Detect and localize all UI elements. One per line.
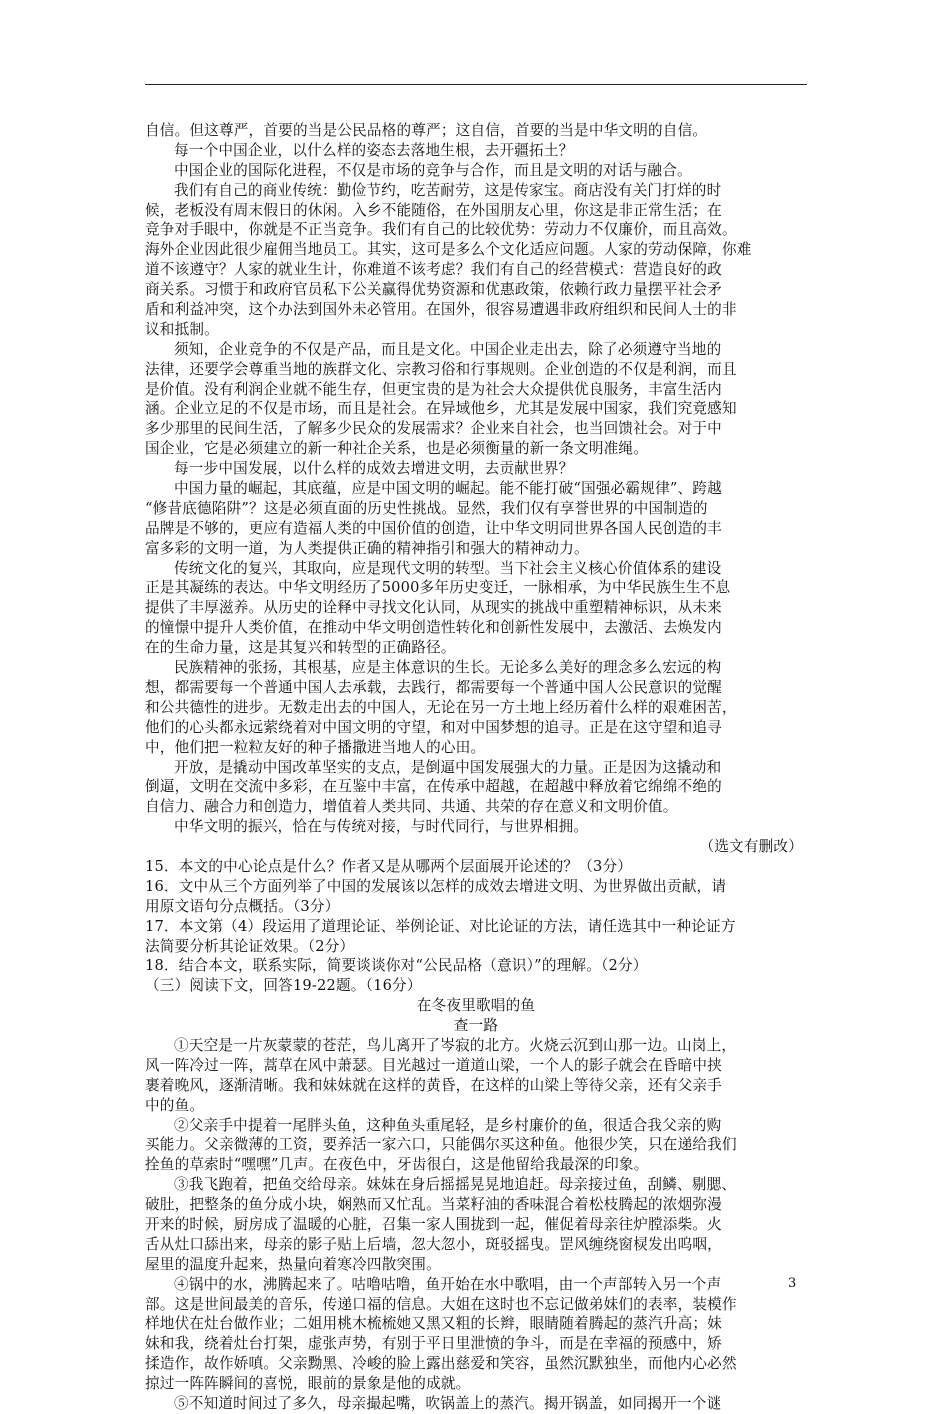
- text-line: 正是其凝练的表达。中华文明经历了5000多年历史变迁，一脉相承，为中华民族生生不息: [145, 579, 731, 597]
- text-line: 17．本文第（4）段运用了道理论证、举例论证、对比论证的方法，请任选其中一种论证方: [145, 917, 736, 935]
- text-line: （选文有删改）: [699, 838, 803, 856]
- text-line: 想，都需要每一个普通中国人去承载，去践行，都需要每一个普通中国人公民意识的觉醒: [145, 678, 722, 696]
- text-line: 富多彩的文明一道，为人类提供正确的精神指引和强大的精神动力。: [145, 539, 589, 557]
- text-line: 舌从灶口舔出来，母亲的影子贴上后墙，忽大忽小，斑驳摇曳。罡风缠绕窗棂发出呜咽，: [145, 1235, 722, 1253]
- text-line: 竞争对手眼中，你就是不正当竞争。我们有自己的比较优势：劳动力不仅廉价，而且高效。: [145, 221, 737, 239]
- text-line: 18．结合本文，联系实际，简要谈谈你对“公民品格（意识）”的理解。（2分）: [145, 957, 648, 975]
- text-line: 自信力、融合力和创造力，增值着人类共同、共通、共荣的存在意义和文明价值。: [145, 798, 678, 816]
- text-line: 中的鱼。: [145, 1096, 205, 1114]
- text-line: 议和抵制。: [145, 320, 219, 338]
- text-line: 提供了丰厚滋养。从历史的诠释中寻找文化认同，从现实的挑战中重塑精神标识，从未来: [145, 599, 722, 617]
- text-line: 盾和利益冲突，这个办法到国外未必管用。在国外，很容易遭遇非政府组织和民间人士的非: [145, 301, 737, 319]
- text-line: 民族精神的张扬，其根基，应是主体意识的生长。无论多么美好的理念多么宏远的构: [174, 659, 722, 677]
- text-line: 16．文中从三个方面列举了中国的发展该以怎样的成效去增进文明、为世界做出贡献，请: [145, 877, 727, 895]
- text-line: ③我飞跑着，把鱼交给母亲。妹妹在身后摇摇晃晃地追赶。母亲接过鱼，刮鳞、剔腮、: [174, 1176, 737, 1194]
- text-line: 风一阵冷过一阵，蒿草在风中萧瑟。目光越过一道道山梁，一个人的影子就会在昏暗中挟: [145, 1056, 722, 1074]
- text-line: 揉造作，故作娇嗔。父亲黝黑、冷峻的脸上露出慈爱和笑容，虽然沉默独坐，而他内心必然: [145, 1355, 737, 1373]
- text-line: 查一路: [453, 1017, 499, 1035]
- text-line: ⑤不知道时间过了多久，母亲撮起嘴，吹锅盖上的蒸汽。揭开锅盖，如同揭开一个谜: [174, 1395, 722, 1412]
- text-line: 他们的心头都永远萦绕着对中国文明的守望，和对中国梦想的追寻。正是在这守望和追寻: [145, 718, 722, 736]
- text-line: ①天空是一片灰蒙蒙的苍茫，鸟儿离开了岑寂的北方。火烧云沉到山那一边。山岗上，: [174, 1036, 737, 1054]
- text-line: 倒逼，文明在交流中多彩，在互鉴中丰富，在传承中超越，在超越中释放着它绵绵不绝的: [145, 778, 722, 796]
- text-line: 须知，企业竞争的不仅是产品，而且是文化。中国企业走出去，除了必须遵守当地的: [174, 340, 722, 358]
- text-line: 是价值。没有利润企业就不能生存，但更宝贵的是为社会大众提供优良服务，丰富生活内: [145, 380, 722, 398]
- text-line: 中，他们把一粒粒友好的种子播撒进当地人的心田。: [145, 738, 486, 756]
- text-line: 掠过一阵阵瞬间的喜悦，眼前的景象是他的成就。: [145, 1375, 471, 1393]
- text-line: 候，老板没有周末假日的休闲。入乡不能随俗，在外国朋友心里，你这是非正常生活；在: [145, 201, 722, 219]
- text-line: 的憧憬中提升人类价值，在推动中华文明创造性转化和创新性发展中，去激活、去焕发内: [145, 619, 722, 637]
- text-line: “修昔底德陷阱”？这是必须直面的历史性挑战。显然，我们仅有享誉世界的中国制造的: [145, 499, 708, 517]
- text-line: 拴鱼的草索时“嘿嘿”几声。在夜色中，牙齿很白，这是他留给我最深的印象。: [145, 1156, 649, 1174]
- text-line: 15．本文的中心论点是什么？作者又是从哪两个层面展开论述的？（3分）: [145, 857, 633, 875]
- page-number: 3: [788, 1276, 797, 1291]
- text-line: 海外企业因此很少雇佣当地员工。其实，这可是多么个文化适应问题。人家的劳动保障，你难: [145, 241, 752, 259]
- text-line: 和公共德性的进步。无数走出去的中国人，无论在另一方土地上经历着什么样的艰难困苦，: [145, 698, 737, 716]
- text-line: 涵。企业立足的不仅是市场，而且是社会。在异域他乡，尤其是发展中国家，我们究竟感知: [145, 400, 737, 418]
- text-line: 中国力量的崛起，其底蕴，应是中国文明的崛起。能不能打破“国强必霸规律”、跨越: [174, 480, 722, 498]
- text-line: 在的生命力量，这是其复兴和转型的正确路径。: [145, 639, 456, 657]
- text-line: 我们有自己的商业传统：勤俭节约，吃苦耐劳，这是传家宝。商店没有关门打烊的时: [174, 181, 722, 199]
- text-line: 道不该遵守？人家的就业生计，你难道不该考虑？我们有自己的经营模式：营造良好的政: [145, 261, 722, 279]
- text-line: （三）阅读下文，回答19-22题。（16分）: [145, 977, 422, 995]
- text-line: 每一步中国发展，以什么样的成效去增进文明，去贡献世界？: [174, 460, 574, 478]
- text-line: 部。这是世间最美的音乐，传递口福的信息。大姐在这时也不忘记做弟妹们的表率，装模作: [145, 1295, 737, 1313]
- header-rule: [145, 84, 807, 85]
- document-body: [145, 121, 807, 1414]
- text-line: ④锅中的水，沸腾起来了。咕噜咕噜，鱼开始在水中歌唱，由一个声部转入另一个声: [174, 1275, 722, 1293]
- text-line: 开来的时候，厨房成了温暖的心脏，召集一家人围拢到一起，催促着母亲往炉膛添柴。火: [145, 1215, 722, 1233]
- text-line: 破肚，把整条的鱼分成小块，娴熟而又忙乱。当菜籽油的香味混合着松枝腾起的浓烟弥漫: [145, 1196, 722, 1214]
- text-line: 国企业，它是必须建立的新一种社企关系，也是必须衡量的新一条文明准绳。: [145, 440, 648, 458]
- text-line: 传统文化的复兴，其取向，应是现代文明的转型。当下社会主义核心价值体系的建设: [174, 559, 722, 577]
- text-line: 裹着晚风，逐渐清晰。我和妹妹就在这样的黄昏，在这样的山梁上等待父亲，还有父亲手: [145, 1076, 722, 1094]
- text-line: 品牌是不够的，更应有造福人类的中国价值的创造，让中华文明同世界各国人民创造的丰: [145, 519, 722, 537]
- text-line: ②父亲手中提着一尾胖头鱼，这种鱼头重尾轻，是乡村廉价的鱼，很适合我父亲的购: [174, 1116, 722, 1134]
- text-line: 商关系。习惯于和政府官员私下公关赢得优势资源和优惠政策，依赖行政力量摆平社会矛: [145, 281, 722, 299]
- text-line: 买能力。父亲微薄的工资，要养活一家六口，只能偶尔买这种鱼。他很少笑，只在递给我们: [145, 1136, 737, 1154]
- text-line: 中国企业的国际化进程，不仅是市场的竞争与合作，而且是文明的对话与融合。: [174, 161, 692, 179]
- text-line: 用原文语句分点概括。（3分）: [145, 897, 340, 915]
- text-line: 屋里的温度升起来，热量向着寒冷四散突围。: [145, 1255, 441, 1273]
- text-line: 多少那里的民间生活，了解多少民众的发展需求？企业来自社会，也当回馈社会。对于中: [145, 420, 722, 438]
- text-line: 中华文明的振兴，恰在与传统对接，与时代同行，与世界相拥。: [174, 818, 589, 836]
- text-line: 法律，还要学会尊重当地的族群文化、宗教习俗和行事规则。企业创造的不仅是利润，而且: [145, 360, 737, 378]
- text-line: 每一个中国企业，以什么样的姿态去落地生根，去开疆拓土？: [174, 141, 574, 159]
- text-line: 在冬夜里歌唱的鱼: [416, 997, 536, 1015]
- text-line: 法简要分析其论证效果。（2分）: [145, 937, 355, 955]
- text-line: 样地伏在灶台做作业；二姐用桃木梳梳她又黑又粗的长辫，眼睛随着腾起的蒸汽升高；妹: [145, 1315, 722, 1333]
- text-line: 自信。但这尊严，首要的当是公民品格的尊严；这自信，首要的当是中华文明的自信。: [145, 122, 708, 139]
- text-line: 开放，是撬动中国改革坚实的支点，是倒逼中国发展强大的力量。正是因为这撬动和: [174, 758, 722, 776]
- text-line: 妹和我，绕着灶台打架，虚张声势，有别于平日里泄愤的争斗，而是在幸福的预感中，矫: [145, 1335, 722, 1353]
